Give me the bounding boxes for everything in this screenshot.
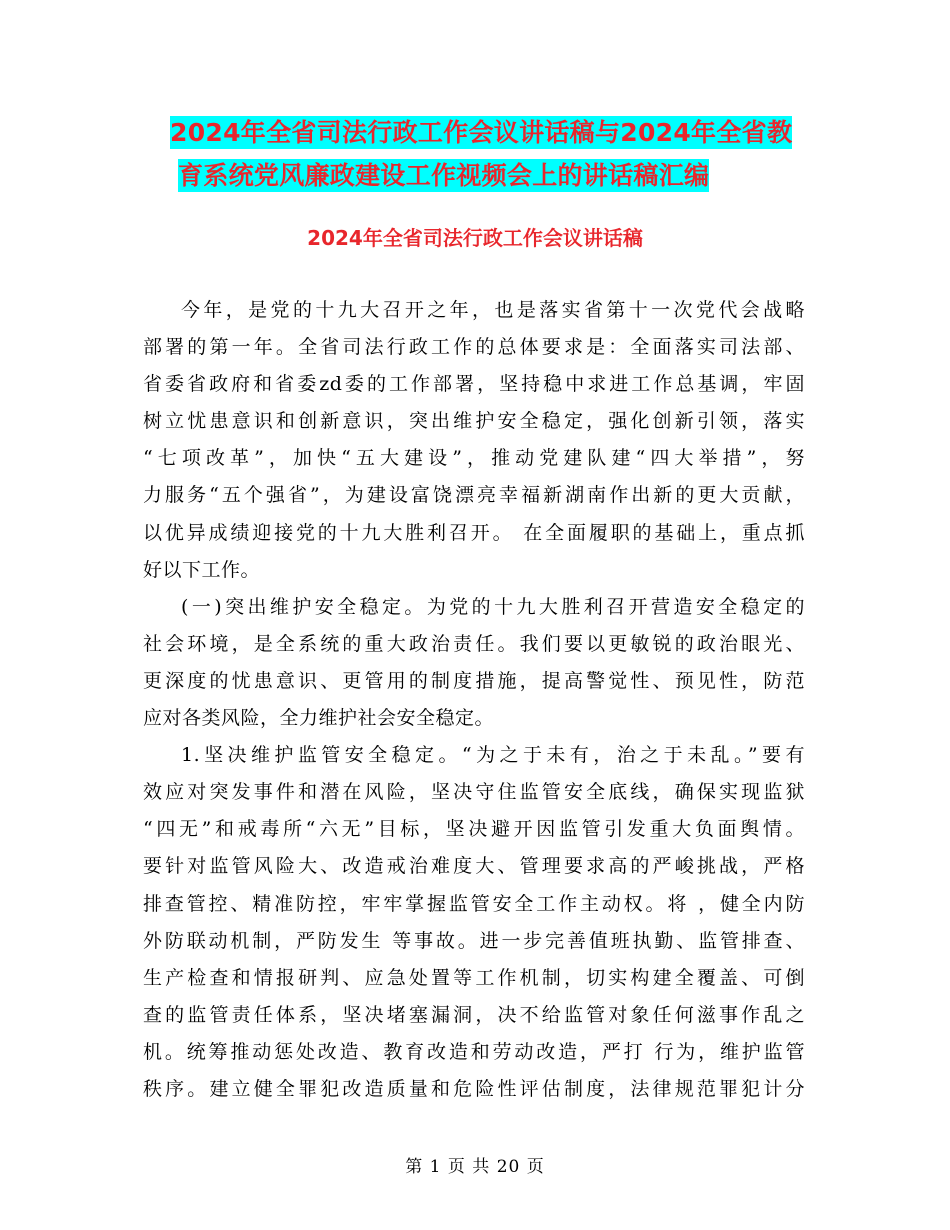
body-line: “七项改革”，加快“五大建设”，推动党建队建“四大举措”，努 — [143, 447, 805, 470]
body-line: 排查管控、精准防控，牢牢掌握监管安全工作主动权。将 ，健全内防 — [143, 892, 805, 915]
page-number-footer: 第 1 页 共 20 页 — [405, 1157, 545, 1177]
body-line: 外防联动机制，严防发生 等事故。进一步完善值班执勤、监管排查、 — [143, 929, 805, 952]
body-line: 力服务“五个强省”，为建设富饶漂亮幸福新湖南作出新的更大贡献， — [143, 484, 805, 507]
title-line-2 — [170, 154, 830, 197]
body-line: 要针对监管风险大、改造戒治难度大、管理要求高的严峻挑战，严格 — [143, 855, 805, 878]
body-line: 以优异成绩迎接党的十九大胜利召开。 在全面履职的基础上，重点抓 — [143, 521, 805, 544]
body-line: 今年，是党的十九大召开之年，也是落实省第十一次党代会战略 — [181, 299, 805, 321]
body-line: 好以下工作。 — [143, 558, 261, 581]
body-line: 应对各类风险，全力维护社会安全稳定。 — [143, 707, 495, 730]
body-line: 社会环境，是全系统的重大政治责任。我们要以更敏锐的政治眼光、 — [143, 632, 805, 655]
body-line: 秩序。建立健全罪犯改造质量和危险性评估制度，法律规范罪犯计分 — [143, 1077, 805, 1100]
body-line: 效应对突发事件和潜在风险，坚决守住监管安全底线，确保实现监狱 — [143, 781, 805, 804]
title-line-2-text: 育系统党风廉政建设工作视频会上的讲话稿汇编 — [178, 161, 710, 190]
document-title — [170, 111, 830, 197]
body-line: 部署的第一年。全省司法行政工作的总体要求是：全面落实司法部、 — [143, 336, 805, 359]
body-line: 查的监管责任体系，坚决堵塞漏洞，决不给监管对象任何滋事作乱之 — [143, 1003, 805, 1026]
body-line: (一)突出维护安全稳定。为党的十九大胜利召开营造安全稳定的 — [181, 595, 805, 618]
body-line: 生产检查和情报研判、应急处置等工作机制，切实构建全覆盖、可倒 — [143, 966, 805, 989]
body-line: 更深度的忧患意识、更管用的制度措施，提高警觉性、预见性，防范 — [143, 669, 805, 692]
title-line-1-text: 2024年全省司法行政工作会议讲话稿与2024年全省教 — [170, 118, 793, 147]
title-line-1 — [170, 111, 830, 154]
body-line: “四无”和戒毒所“六无”目标，坚决避开因监管引发重大负面舆情。 — [143, 818, 805, 841]
body-text — [143, 292, 805, 1108]
body-line: 机。统筹推动惩处改造、教育改造和劳动改造，严打 行为，维护监管 — [143, 1040, 805, 1063]
body-line: 树立忧患意识和创新意识，突出维护安全稳定，强化创新引领，落实 — [143, 410, 805, 433]
body-line: 省委省政府和省委zd委的工作部署，坚持稳中求进工作总基调，牢固 — [143, 373, 805, 396]
body-line: 1.坚决维护监管安全稳定。“为之于未有，治之于未乱。”要有 — [181, 744, 805, 767]
section-title: 2024年全省司法行政工作会议讲话稿 — [307, 226, 643, 250]
